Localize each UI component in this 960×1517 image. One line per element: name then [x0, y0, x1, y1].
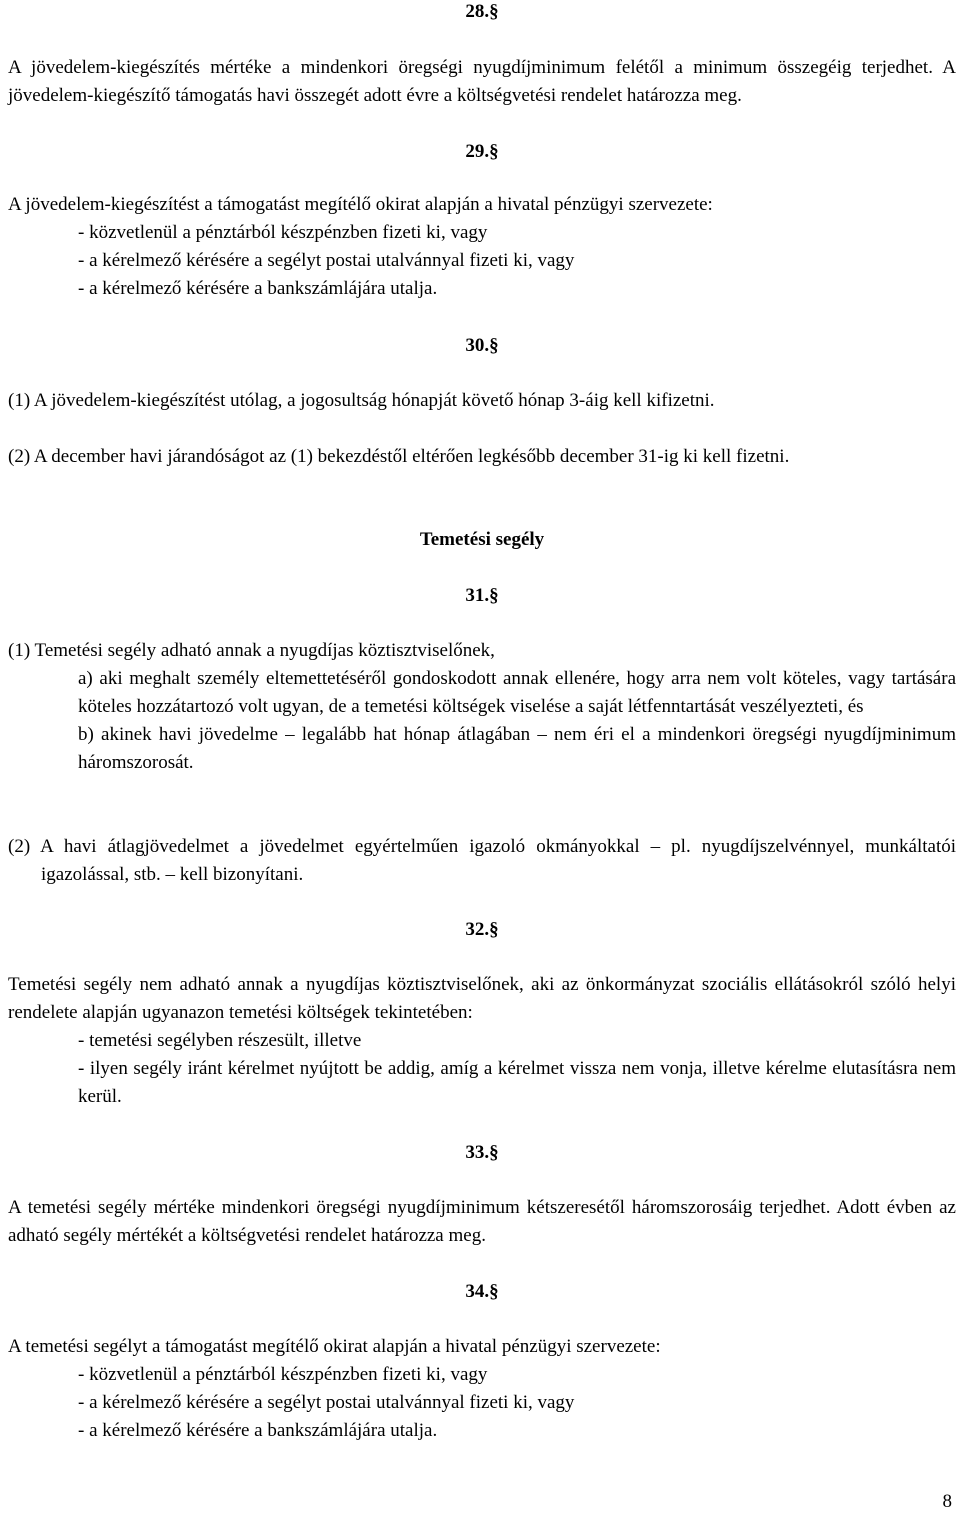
- section-heading-32: 32.§: [465, 919, 499, 940]
- subtitle-temetesi-segely: Temetési segély: [419, 529, 545, 550]
- section-heading-28: 28.§: [465, 1, 499, 22]
- section-34-body: [8, 1333, 956, 1445]
- section-32-body: [8, 971, 956, 1111]
- list-item: - temetési segélyben részesült, illetve: [78, 1030, 362, 1051]
- list-item: - a kérelmező kérésére a segélyt postai utalvánnyal fizeti ki, vagy: [78, 250, 575, 271]
- list-item: - közvetlenül a pénztárból készpénzben fizeti ki, vagy: [78, 1364, 488, 1385]
- section-heading-33: 33.§: [465, 1142, 499, 1163]
- section-31-paragraph-2: (2) A havi átlagjövedelmet a jövedelmet egyértelműen igazoló okmányokkal – pl. nyugdíjszelvénnyel, munkáltatói igazolással, stb. – kell bizonyítani.: [8, 836, 956, 885]
- section-31-point-a: a) aki meghalt személy eltemettetéséről gondoskodott annak ellenére, hogy arra nem volt köteles, vagy tartására köteles hozzátartozó volt ugyan, de a temetési költségek viselése a saját létfenntartását veszélyezteti, és: [78, 668, 956, 717]
- section-heading-29: 29.§: [465, 141, 499, 162]
- section-31-intro: (1) Temetési segély adható annak a nyugdíjas köztisztviselőnek,: [8, 640, 495, 661]
- page-number: 8: [942, 1491, 952, 1512]
- list-item: - ilyen segély iránt kérelmet nyújtott be addig, amíg a kérelmet vissza nem vonja, illetve kérelme elutasításra nem kerül.: [78, 1058, 956, 1107]
- section-33-text: A temetési segély mértéke mindenkori öregségi nyugdíjminimum kétszeresétől háromszorosáig terjedhet. Adott évben az adható segély mértékét a költségvetési rendelet határozza meg.: [8, 1197, 956, 1246]
- section-30-paragraph-2: (2) A december havi járandóságot az (1) bekezdéstől eltérően legkésőbb december 31-ig ki kell fizetni.: [8, 446, 790, 467]
- section-34-intro: A temetési segélyt a támogatást megítélő okirat alapján a hivatal pénzügyi szervezete:: [8, 1336, 661, 1357]
- section-heading-34: 34.§: [465, 1281, 499, 1302]
- section-31-point-b: b) akinek havi jövedelme – legalább hat hónap átlagában – nem éri el a mindenkori öregségi nyugdíjminimum háromszorosát.: [78, 724, 956, 773]
- section-29-intro: A jövedelem-kiegészítést a támogatást megítélő okirat alapján a hivatal pénzügyi szervezete:: [8, 194, 713, 215]
- section-31-paragraph-1: [8, 637, 956, 777]
- section-29-body: [8, 191, 956, 303]
- section-32-intro: Temetési segély nem adható annak a nyugdíjas köztisztviselőnek, aki az önkormányzat szociális ellátásokról szóló helyi rendelete alapján ugyanazon temetési költségek tekintetében:: [8, 974, 956, 1023]
- section-heading-31: 31.§: [465, 585, 499, 606]
- list-item: - a kérelmező kérésére a bankszámlájára utalja.: [78, 1420, 438, 1441]
- section-28-text: A jövedelem-kiegészítés mértéke a mindenkori öregségi nyugdíjminimum felétől a minimum összegéig terjedhet. A jövedelem-kiegészítő támogatás havi összegét adott évre a költségvetési rendelet határozza meg.: [8, 57, 956, 106]
- section-30-paragraph-1: (1) A jövedelem-kiegészítést utólag, a jogosultság hónapját követő hónap 3-áig kell kifizetni.: [8, 390, 715, 411]
- list-item: - a kérelmező kérésére a segélyt postai utalvánnyal fizeti ki, vagy: [78, 1392, 575, 1413]
- section-heading-30: 30.§: [465, 335, 499, 356]
- list-item: - a kérelmező kérésére a bankszámlájára utalja.: [78, 278, 438, 299]
- list-item: - közvetlenül a pénztárból készpénzben fizeti ki, vagy: [78, 222, 488, 243]
